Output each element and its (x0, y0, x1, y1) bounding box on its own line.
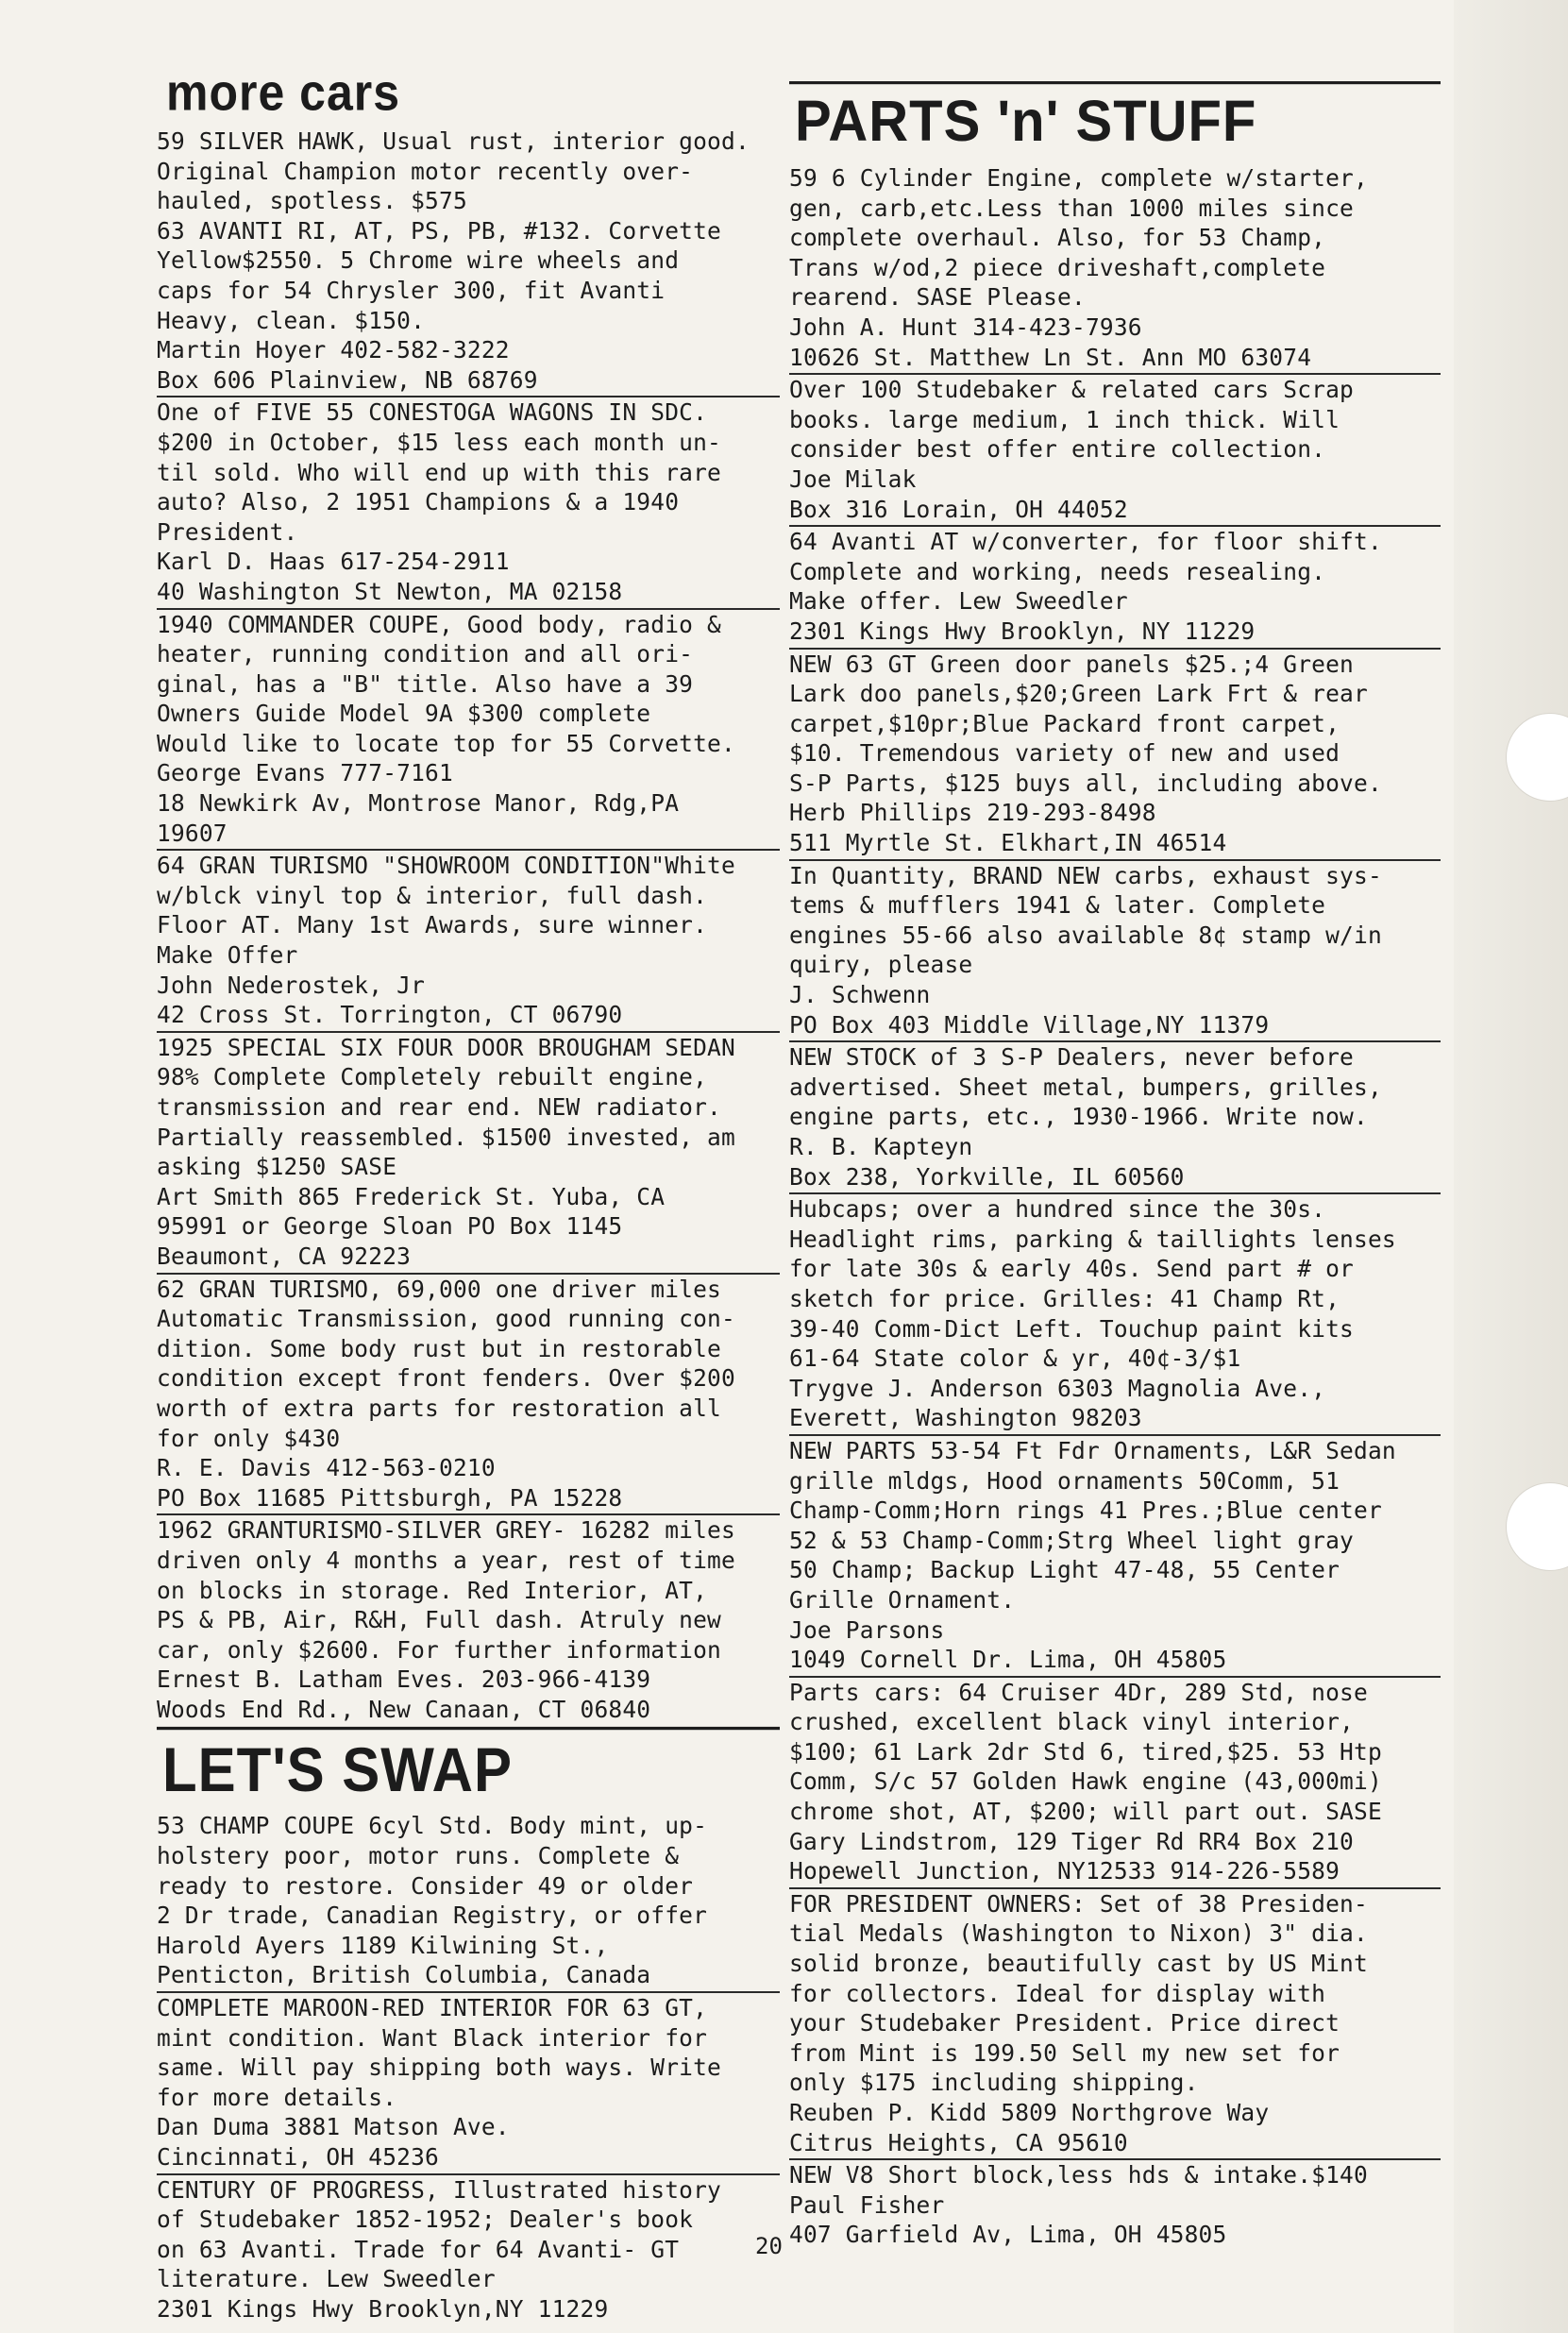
ad-line: Martin Hoyer 402-582-3222 (157, 336, 510, 364)
classified-ad (157, 1275, 780, 1516)
ad-line: CENTURY OF PROGRESS, Illustrated history (157, 2175, 722, 2204)
ad-line: Floor AT. Many 1st Awards, sure winner. (157, 911, 708, 939)
ad-line: Comm, S/c 57 Golden Hawk engine (43,000mi) (789, 1767, 1382, 1796)
ad-line: 1049 Cornell Dr. Lima, OH 45805 (789, 1646, 1227, 1674)
ad-line: w/blck vinyl top & interior, full dash. (157, 881, 708, 909)
ad-line: chrome shot, AT, $200; will part out. SASE (789, 1798, 1382, 1826)
ad-line: Beaumont, CA 92223 (157, 1242, 412, 1270)
ad-line: Owners Guide Model 9A $300 complete (157, 700, 651, 728)
ad-line: PO Box 11685 Pittsburgh, PA 15228 (157, 1483, 623, 1512)
ad-line: Ernest B. Latham Eves. 203-966-4139 (157, 1665, 651, 1694)
ad-line: Gary Lindstrom, 129 Tiger Rd RR4 Box 210 (789, 1827, 1355, 1855)
ad-line: 40 Washington St Newton, MA 02158 (157, 577, 623, 605)
classified-ad (157, 851, 780, 1033)
ad-line: only $175 including shipping. (789, 2069, 1199, 2097)
classified-ad (157, 610, 780, 852)
ad-line: tial Medals (Washington to Nixon) 3" dia. (789, 1919, 1368, 1948)
lets-swap-ads (157, 1811, 780, 2325)
ad-line: President. (157, 517, 298, 546)
ad-line: Box 316 Lorain, OH 44052 (789, 495, 1128, 523)
ad-line: transmission and rear end. NEW radiator. (157, 1093, 722, 1121)
lets-swap-heading: LET'S SWAP (157, 1727, 780, 1811)
ad-line: In Quantity, BRAND NEW carbs, exhaust sys- (789, 861, 1382, 889)
ad-line: driven only 4 months a year, rest of time (157, 1546, 735, 1574)
ad-line: same. Will pay shipping both ways. Write (157, 2054, 722, 2082)
ad-line: engines 55-66 also available 8¢ stamp w/in (789, 921, 1382, 949)
ad-line: Joe Milak (789, 465, 917, 493)
classified-ad (789, 527, 1441, 649)
ad-line: 2301 Kings Hwy Brooklyn,NY 11229 (157, 2294, 609, 2323)
ad-line: Complete and working, needs resealing. (789, 557, 1326, 585)
ad-line: 64 GRAN TURISMO "SHOWROOM CONDITION"White (157, 852, 735, 880)
ad-line: S-P Parts, $125 buys all, including above. (789, 769, 1382, 797)
ad-line: hauled, spotless. $575 (157, 187, 467, 215)
ad-line: 50 Champ; Backup Light 47-48, 55 Center (789, 1556, 1340, 1584)
ad-line: NEW 63 GT Green door panels $25.;4 Green (789, 650, 1355, 678)
ad-line: of Studebaker 1852-1952; Dealer's book (157, 2206, 694, 2234)
ad-line: 407 Garfield Av, Lima, OH 45805 (789, 2221, 1227, 2249)
ad-line: 1925 SPECIAL SIX FOUR DOOR BROUGHAM SEDAN (157, 1033, 735, 1061)
ad-line: Penticton, British Columbia, Canada (157, 1961, 651, 1989)
ad-line: on blocks in storage. Red Interior, AT, (157, 1576, 708, 1604)
ad-line: R. B. Kapteyn (789, 1133, 973, 1160)
ad-line: sketch for price. Grilles: 41 Champ Rt, (789, 1284, 1340, 1312)
classified-ad (789, 1042, 1441, 1194)
ad-line: Herb Phillips 219-293-8498 (789, 799, 1156, 827)
ad-line: 62 GRAN TURISMO, 69,000 one driver miles (157, 1275, 722, 1303)
classified-ad (157, 1033, 780, 1275)
classified-ad (157, 2175, 780, 2325)
ad-line: Joe Parsons (789, 1615, 945, 1644)
ad-line: books. large medium, 1 inch thick. Will (789, 405, 1340, 433)
parts-n-stuff-heading: PARTS 'n' STUFF (789, 81, 1441, 160)
ad-line: Reuben P. Kidd 5809 Northgrove Way (789, 2099, 1270, 2126)
ad-line: 2301 Kings Hwy Brooklyn, NY 11229 (789, 617, 1256, 645)
ad-line: tems & mufflers 1941 & later. Complete (789, 891, 1326, 920)
ad-line: 2 Dr trade, Canadian Registry, or offer (157, 1902, 708, 1930)
ad-line: auto? Also, 2 1951 Champions & a 1940 (157, 488, 680, 516)
parts-n-stuff-ads (789, 163, 1441, 2251)
ad-line: Trygve J. Anderson 6303 Magnolia Ave., (789, 1374, 1326, 1402)
ad-line: NEW V8 Short block,less hds & intake.$140 (789, 2161, 1368, 2189)
ad-line: 39-40 Comm-Dict Left. Touchup paint kits (789, 1314, 1355, 1343)
ad-line: literature. Lew Sweedler (157, 2265, 496, 2293)
ad-line: Box 606 Plainview, NB 68769 (157, 365, 538, 394)
classified-ad (157, 127, 780, 397)
ad-line: PO Box 403 Middle Village,NY 11379 (789, 1010, 1270, 1039)
ad-line: Grille Ornament. (789, 1585, 1016, 1614)
ad-line: $100; 61 Lark 2dr Std 6, tired,$25. 53 Htp (789, 1737, 1382, 1766)
ad-line: gen, carb,etc.Less than 1000 miles since (789, 194, 1355, 222)
ad-line: consider best offer entire collection. (789, 435, 1326, 464)
ad-line: complete overhaul. Also, for 53 Champ, (789, 224, 1326, 252)
ad-line: $10. Tremendous variety of new and used (789, 739, 1340, 768)
ad-line: Make offer. Lew Sweedler (789, 587, 1128, 616)
ad-line: 42 Cross St. Torrington, CT 06790 (157, 1001, 623, 1029)
ad-line: Harold Ayers 1189 Kilwining St., (157, 1931, 609, 1959)
ad-line: Over 100 Studebaker & related cars Scrap (789, 376, 1355, 404)
ad-line: til sold. Who will end up with this rare (157, 458, 722, 486)
ad-line: Everett, Washington 98203 (789, 1404, 1142, 1432)
ad-line: 63 AVANTI RI, AT, PS, PB, #132. Corvette (157, 216, 722, 245)
ad-line: condition except front fenders. Over $200 (157, 1364, 735, 1393)
ad-line: crushed, excellent black vinyl interior, (789, 1708, 1355, 1736)
left-column (157, 57, 780, 2325)
ad-line: Trans w/od,2 piece driveshaft,complete (789, 253, 1326, 281)
ad-line: on 63 Avanti. Trade for 64 Avanti- GT (157, 2235, 680, 2263)
ad-line: Karl D. Haas 617-254-2911 (157, 548, 510, 576)
ad-line: Box 238, Yorkville, IL 60560 (789, 1162, 1185, 1191)
ad-line: 53 CHAMP COUPE 6cyl Std. Body mint, up- (157, 1812, 708, 1840)
ad-line: Dan Duma 3881 Matson Ave. (157, 2113, 510, 2141)
ad-line: 52 & 53 Champ-Comm;Strg Wheel light gray (789, 1526, 1355, 1554)
more-cars-heading: more cars (166, 62, 401, 122)
classified-ad (789, 861, 1441, 1043)
classified-ad (789, 2160, 1441, 2251)
ad-line: Citrus Heights, CA 95610 (789, 2128, 1128, 2156)
classified-ad (789, 375, 1441, 527)
classified-ad (789, 163, 1441, 375)
ad-line: Cincinnati, OH 45236 (157, 2143, 440, 2171)
ad-line: Parts cars: 64 Cruiser 4Dr, 289 Std, nose (789, 1678, 1368, 1706)
ad-line: Art Smith 865 Frederick St. Yuba, CA (157, 1182, 666, 1210)
ad-line: dition. Some body rust but in restorable (157, 1334, 722, 1362)
classified-ad (157, 1515, 780, 1725)
ad-line: 18 Newkirk Av, Montrose Manor, Rdg,PA (157, 789, 680, 818)
ad-line: holstery poor, motor runs. Complete & (157, 1842, 680, 1870)
ad-line: J. Schwenn (789, 981, 931, 1009)
ad-line: heater, running condition and all ori- (157, 640, 694, 668)
ad-line: 10626 St. Matthew Ln St. Ann MO 63074 (789, 343, 1312, 371)
ad-line: Yellow$2550. 5 Chrome wire wheels and (157, 246, 680, 275)
ad-line: Heavy, clean. $150. (157, 306, 426, 334)
classified-ad (789, 1678, 1441, 1889)
ad-line: for late 30s & early 40s. Send part # or (789, 1255, 1355, 1283)
ad-line: 59 6 Cylinder Engine, complete w/starter, (789, 164, 1368, 192)
ad-line: 95991 or George Sloan PO Box 1145 (157, 1212, 623, 1241)
ad-line: 19607 (157, 819, 228, 847)
ad-line: NEW PARTS 53-54 Ft Fdr Ornaments, L&R Sedan (789, 1436, 1396, 1464)
ad-line: John A. Hunt 314-423-7936 (789, 313, 1142, 341)
ad-line: Partially reassembled. $1500 invested, am (157, 1123, 735, 1151)
ad-line: from Mint is 199.50 Sell my new set for (789, 2038, 1340, 2067)
ad-line: One of FIVE 55 CONESTOGA WAGONS IN SDC. (157, 398, 708, 427)
page-edge (1454, 0, 1568, 2333)
ad-line: Champ-Comm;Horn rings 41 Pres.;Blue center (789, 1496, 1382, 1525)
classified-ad (789, 1436, 1441, 1678)
ad-line: $200 in October, $15 less each month un- (157, 428, 722, 456)
ad-line: Hubcaps; over a hundred since the 30s. (789, 1195, 1326, 1224)
ad-line: caps for 54 Chrysler 300, fit Avanti (157, 276, 666, 304)
ad-line: Would like to locate top for 55 Corvette. (157, 729, 735, 757)
ad-line: grille mldgs, Hood ornaments 50Comm, 51 (789, 1466, 1340, 1495)
page-number: 20 (755, 2233, 783, 2259)
ad-line: 59 SILVER HAWK, Usual rust, interior good. (157, 127, 750, 155)
ad-line: asking $1250 SASE (157, 1153, 397, 1181)
ad-line: engine parts, etc., 1930-1966. Write now. (789, 1103, 1368, 1131)
ad-line: 1940 COMMANDER COUPE, Good body, radio & (157, 610, 722, 638)
ad-line: Original Champion motor recently over- (157, 157, 694, 185)
ad-line: George Evans 777-7161 (157, 759, 453, 787)
ad-line: PS & PB, Air, R&H, Full dash. Atruly new (157, 1606, 722, 1634)
ad-line: 61-64 State color & yr, 40¢-3/$1 (789, 1344, 1241, 1373)
more-cars-ads (157, 127, 780, 1725)
classified-ad (789, 1194, 1441, 1436)
right-column (789, 57, 1441, 2251)
ad-line: 64 Avanti AT w/converter, for floor shift. (789, 528, 1382, 556)
ad-line: Lark doo panels,$20;Green Lark Frt & rear (789, 680, 1368, 708)
ad-line: Make Offer (157, 941, 298, 970)
ad-line: worth of extra parts for restoration all (157, 1394, 722, 1422)
ad-line: COMPLETE MAROON-RED INTERIOR FOR 63 GT, (157, 1994, 708, 2022)
classified-ad (789, 650, 1441, 861)
ad-line: John Nederostek, Jr (157, 971, 426, 999)
ad-line: mint condition. Want Black interior for (157, 2023, 708, 2052)
ad-line: R. E. Davis 412-563-0210 (157, 1454, 496, 1482)
ad-line: Woods End Rd., New Canaan, CT 06840 (157, 1695, 651, 1723)
ad-line: NEW STOCK of 3 S-P Dealers, never before (789, 1043, 1355, 1072)
ad-line: for more details. (157, 2083, 397, 2111)
classified-ad (789, 1889, 1441, 2160)
ad-line: solid bronze, beautifully cast by US Mint (789, 1950, 1368, 1978)
classified-ad (157, 1811, 780, 1993)
ad-line: your Studebaker President. Price direct (789, 2009, 1340, 2037)
ad-line: 1962 GRANTURISMO-SILVER GREY- 16282 miles (157, 1516, 735, 1545)
ad-line: for only $430 (157, 1424, 341, 1452)
ad-line: Automatic Transmission, good running con- (157, 1305, 735, 1333)
ad-line: Paul Fisher (789, 2190, 945, 2219)
ad-line: advertised. Sheet metal, bumpers, grilles, (789, 1073, 1382, 1101)
ad-line: for collectors. Ideal for display with (789, 1979, 1326, 2007)
ad-line: quiry, please (789, 951, 973, 979)
classified-ad (157, 1993, 780, 2175)
ad-line: 511 Myrtle St. Elkhart,IN 46514 (789, 829, 1227, 857)
ad-line: Hopewell Junction, NY12533 914-226-5589 (789, 1857, 1340, 1885)
ad-line: ready to restore. Consider 49 or older (157, 1871, 694, 1900)
ad-line: 98% Complete Completely rebuilt engine, (157, 1063, 708, 1091)
ad-line: rearend. SASE Please. (789, 283, 1086, 312)
ad-line: ginal, has a "B" title. Also have a 39 (157, 669, 694, 698)
ad-line: car, only $2600. For further information (157, 1635, 722, 1664)
classified-ad (157, 397, 780, 609)
ad-line: carpet,$10pr;Blue Packard front carpet, (789, 709, 1340, 737)
ad-line: FOR PRESIDENT OWNERS: Set of 38 Presiden- (789, 1889, 1368, 1918)
ad-line: Headlight rims, parking & taillights lenses (789, 1225, 1396, 1253)
